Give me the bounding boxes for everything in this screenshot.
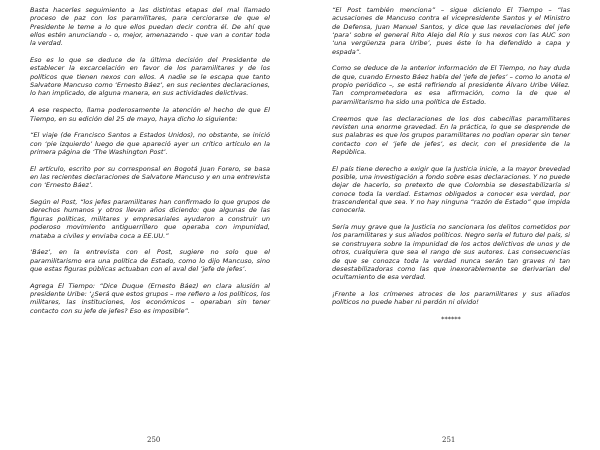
paragraph: Según el Post, “los jefes paramilitares han confirmado lo que grupos de derechos humanos y otros llevan años diciendo: que algunas de las figuras políticas, militares y empresariales ayudaron a construir un poderoso movimiento antiguerrillero que operaba con impunidad, mataba a civiles y enviaba coca a EE.UU.” <box>30 198 270 240</box>
page-number-left: 250 <box>147 436 161 444</box>
paragraph: ‘Báez’, en la entrevista con el Post, sugiere no solo que el paramilitarismo era una política de Estado, como lo dijo Mancuso, sino que estas figuras públicas actuaban con el aval del ‘jefe de jefes’. <box>30 248 270 273</box>
paragraph: “El Post también menciona” – sigue diciendo El Tiempo – “las acusaciones de Mancuso contra el vicepresidente Santos y el Ministro de Defensa, Juan Manuel Santos, y dice que las revelaciones del jefe ‘para’ sobre el general Rito Alejo del Río y sus nexos con las AUC son ‘una vergüenza para Uribe’, pues éste lo ha defendido a capa y espada”. <box>332 6 570 56</box>
paragraph: Basta hacerles seguimiento a las distintas etapas del mal llamado proceso de paz con los paramilitares, para cerciorarse de que el Presidente le teme a lo que ellos puedan decir contra él. De ahí que ellos estén anunciando - o, mejor, amenazando - que van a contar toda la verdad. <box>30 6 270 48</box>
paragraph: Eso es lo que se deduce de la última decisión del Presidente de establecer la excarcelación en favor de los paramilitares y de los políticos que tienen nexos con ellos. A nadie se le escapa que tanto Salvatore Mancuso como ‘Ernesto Báez’, en sus recientes declaraciones, lo han implicado, de alguna manera, en sus actividades delictivas. <box>30 56 270 98</box>
paragraph: Como se deduce de la anterior información de El Tiempo, no hay duda de que, cuando Ernesto Báez habla del ‘jefe de Jefes’ – como lo anota el propio periódico –, se está refiriendo al presidente Álvaro Uribe Vélez. Tan comprometedora es esa afirmación, como la de que el paramilitarismo ha sido una política de Estado. <box>332 64 570 106</box>
left-page <box>30 6 270 446</box>
paragraph: “El viaje (de Francisco Santos a Estados Unidos), no obstante, se inició con ‘pie izquierdo’ luego de que apareció ayer un crítico artículo en la primera página de ‘The Washington Post’. <box>30 131 270 156</box>
paragraph: A ese respecto, llama poderosamente la atención el hecho de que El Tiempo, en su edición del 25 de mayo, haya dicho lo siguiente: <box>30 106 270 123</box>
paragraph: Sería muy grave que la Justicia no sancionara los delitos cometidos por los paramilitares y sus aliados políticos. Negro sería el futuro del país, si se construyera sobre la impunidad de los actos delictivos de unos y de otros, cualquiera que sea el rango de sus autores. Las consecuencias de que se conozca toda la verdad nunca serán tan graves ni tan desestabilizadoras como las que inexorablemente se derivarían del ocultamiento de esa verdad. <box>332 223 570 282</box>
page-number-right: 251 <box>442 436 456 444</box>
paragraph: ¡Frente a los crímenes atroces de los paramilitares y sus aliados políticos no puede haber ni perdón ni olvido! <box>332 289 570 307</box>
paragraph: Creemos que las declaraciones de los dos cabecillas paramilitares revisten una enorme gravedad. En la práctica, lo que se desprende de sus palabras es que los grupos paramilitares no podían operar sin tener contacto con el ‘jefe de jefes’, es decir, con el presidente de la República. <box>332 114 570 156</box>
right-page <box>332 6 570 446</box>
paragraph: Agrega El Tiempo: “Dice Duque (Ernesto Báez) en clara alusión al presidente Uribe: ‘¿Será que estos grupos – me refiero a los políticos, los militares, las instituciones, los económicos – operaban sin tener contacto con su jefe de jefes? Eso es imposible”. <box>30 281 270 315</box>
paragraph: El país tiene derecho a exigir que la Justicia inicie, a la mayor brevedad posible, una investigación a fondo sobre esas declaraciones. Y no puede dejar de hacerlo, so pretexto de que Colombia se desestabilizaría si conoce toda la verdad. Estamos obligados a conocer esa verdad, por trascendental que sea. Y no hay ninguna “razón de Estado” que impida conocerla. <box>332 164 570 215</box>
ending-mark: ****** <box>441 315 461 323</box>
paragraph: El artículo, escrito por su corresponsal en Bogotá Juan Forero, se basa en las recientes declaraciones de Salvatore Mancuso y en una entrevista con ‘Ernesto Báez’. <box>30 164 270 190</box>
